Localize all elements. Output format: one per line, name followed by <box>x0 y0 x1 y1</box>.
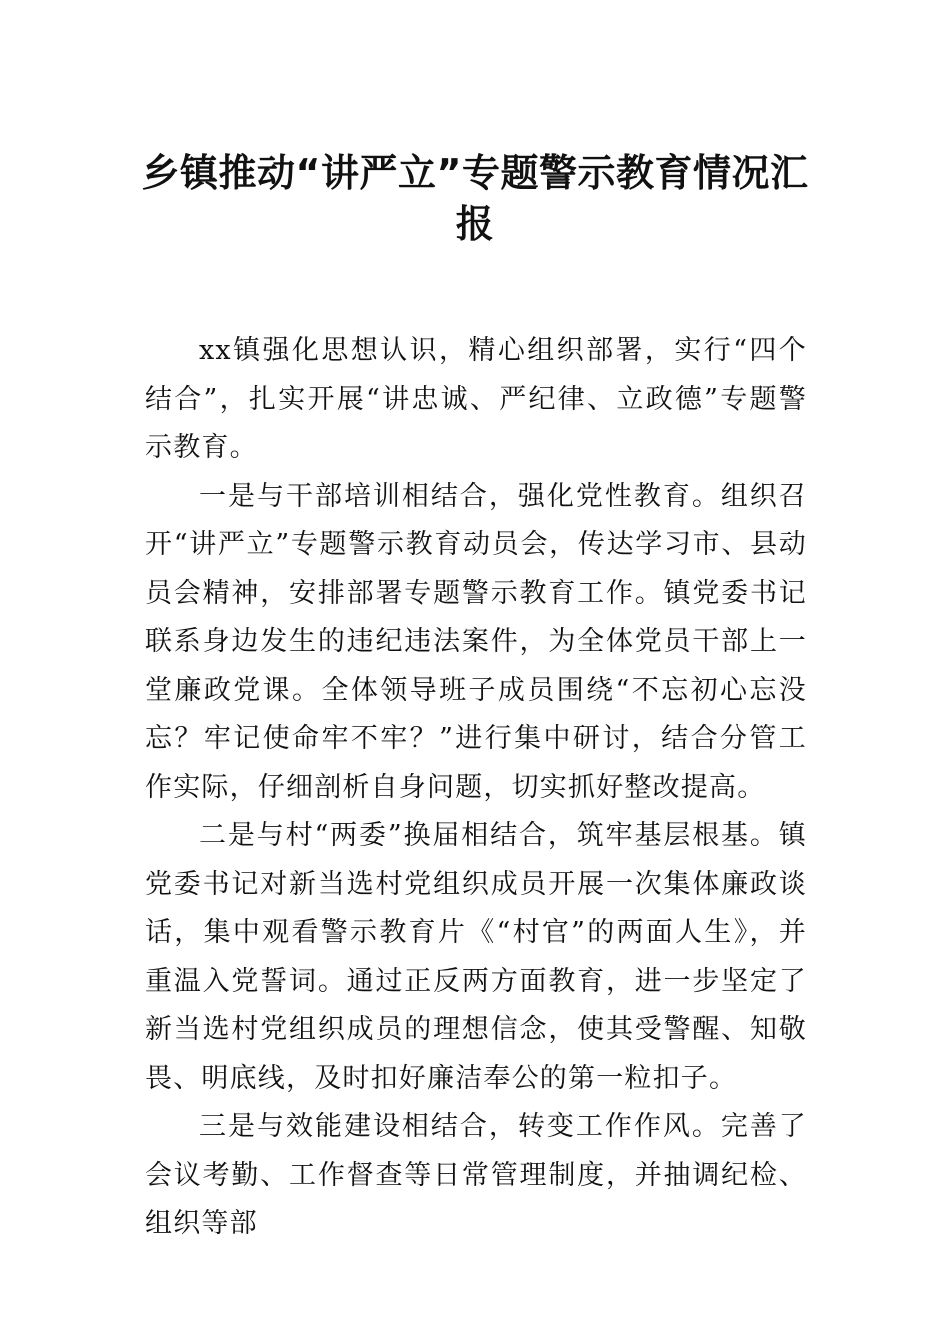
paragraph-point-2: 二是与村“两委”换届相结合，筑牢基层根基。镇党委书记对新当选村党组织成员开展一次集体廉政谈话，集中观看警示教育片《“村官”的两面人生》，并重温入党誓词。通过正反两方面教育，进一步坚定了新当选村党组织成员的理想信念，使其受警醒、知敬畏、明底线，及时扣好廉洁奉公的第一粒扣子。 <box>145 820 807 1094</box>
paragraph-intro: xx镇强化思想认识，精心组织部署，实行“四个结合”，扎实开展“讲忠诚、严纪律、立政德”专题警示教育。 <box>145 335 807 463</box>
document-title: 乡镇推动“讲严立”专题警示教育情况汇报 <box>141 151 809 246</box>
document-body <box>145 327 807 1249</box>
paragraph-point-1: 一是与干部培训相结合，强化党性教育。组织召开“讲严立”专题警示教育动员会，传达学习市、县动员会精神，安排部署专题警示教育工作。镇党委书记联系身边发生的违纪违法案件，为全体党员干部上一堂廉政党课。全体领导班子成员围绕“不忘初心忘没忘？牢记使命牢不牢？”进行集中研讨，结合分管工作实际，仔细剖析自身问题，切实抓好整改提高。 <box>145 480 807 803</box>
paragraph-point-3: 三是与效能建设相结合，转变工作作风。完善了会议考勤、工作督查等日常管理制度，并抽调纪检、组织等部 <box>145 1111 807 1239</box>
